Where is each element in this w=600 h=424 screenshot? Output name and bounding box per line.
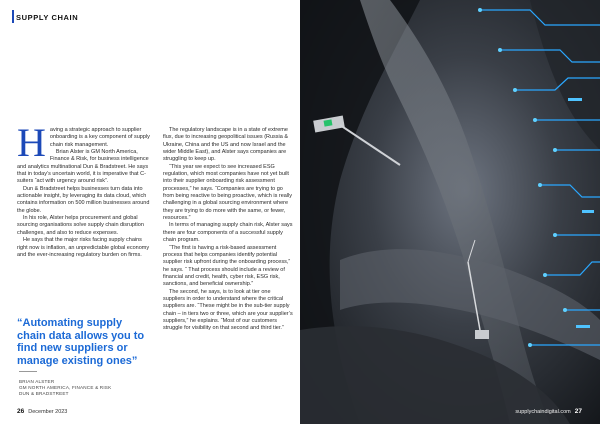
right-footer [515,408,582,415]
right-page-photo [300,0,600,424]
paragraph: The second, he says, is to look at tier one suppliers in order to understand where the critical suppliers are. “These might be in the sub-tier supply chain – in tiers two or three, which are your supplier’s suppliers,” he explains. “Most of our customers struggle for visibility on that second and third tier.” [163,288,293,332]
issue-date: December 2023 [28,409,68,415]
paragraph: Brian Alster is GM North America, Finance & Risk, for business intelligence and analytics multinational Dun & Bradstreet. He says that in today’s uncertain world, it is imperative that C-suiters “act with urgency around risk”. [17,149,149,185]
article-column-2 [163,127,294,333]
section-marker [12,10,14,23]
paragraph: In terms of managing supply chain risk, Alster says there are four components of a successful supply chain program. [163,222,293,244]
left-footer [17,408,67,415]
byline-name: BRIAN ALSTER [19,379,55,384]
article-column-1 [17,120,150,259]
section-title: SUPPLY CHAIN [16,13,79,22]
page-number-left: 26 [17,408,25,415]
lead-paragraph: Having a strategic approach to supplier onboarding is a key component of supply chain risk management. [17,120,150,165]
quote-divider [19,371,37,372]
byline-company: DUN & BRADSTREET [19,391,69,396]
byline-role: GM NORTH AMERICA, FINANCE & RISK [19,385,112,390]
paragraph: “The first is having a risk-based assessment process that helps companies identify potential supplier risk upfront during the onboarding process,” he says. “ That process should include a review of financial and credit, health, cyber risk, ESG risk, sanctions, and beneficial ownership.” [163,244,291,288]
website: supplychaindigital.com [515,409,571,415]
page-number-right: 27 [574,408,582,415]
quote-byline [19,379,159,397]
drop-cap: H [17,120,46,165]
paragraph: He says that the major risks facing supply chains right now is inflation, an unpredictable global economy and the ever-increasing regulatory burden on firms. [17,237,150,258]
paragraph: Dun & Bradstreet helps businesses turn data into actionable insight, by leveraging its data cloud, which contains information on 500 million businesses around the globe. [17,185,150,214]
paragraph: In his role, Alster helps procurement and global sourcing organisations solve supply chain disruption challenges, and also to reduce expenses. [17,215,144,236]
pull-quote: “Automating supply chain data allows you to find new suppliers or manage existing ones” [17,317,145,367]
mine-circuit-illustration [300,0,600,424]
paragraph: The regulatory landscape is in a state of extreme flux, due to increasing geopolitical issues (Russia & Ukraine, China and the US and now Israel and the wider Middle East), and Alster says companies are struggling to keep up. [163,127,289,163]
paragraph: “This year we expect to see increased ESG regulation, which most companies have not yet built into their supplier onboarding risk assessment processes,” he says. “Companies are trying to go from being reactive to being proactive, which is really challenging in a global sourcing environment where they are trying to do more with the same, or fewer, resources.” [163,163,293,222]
